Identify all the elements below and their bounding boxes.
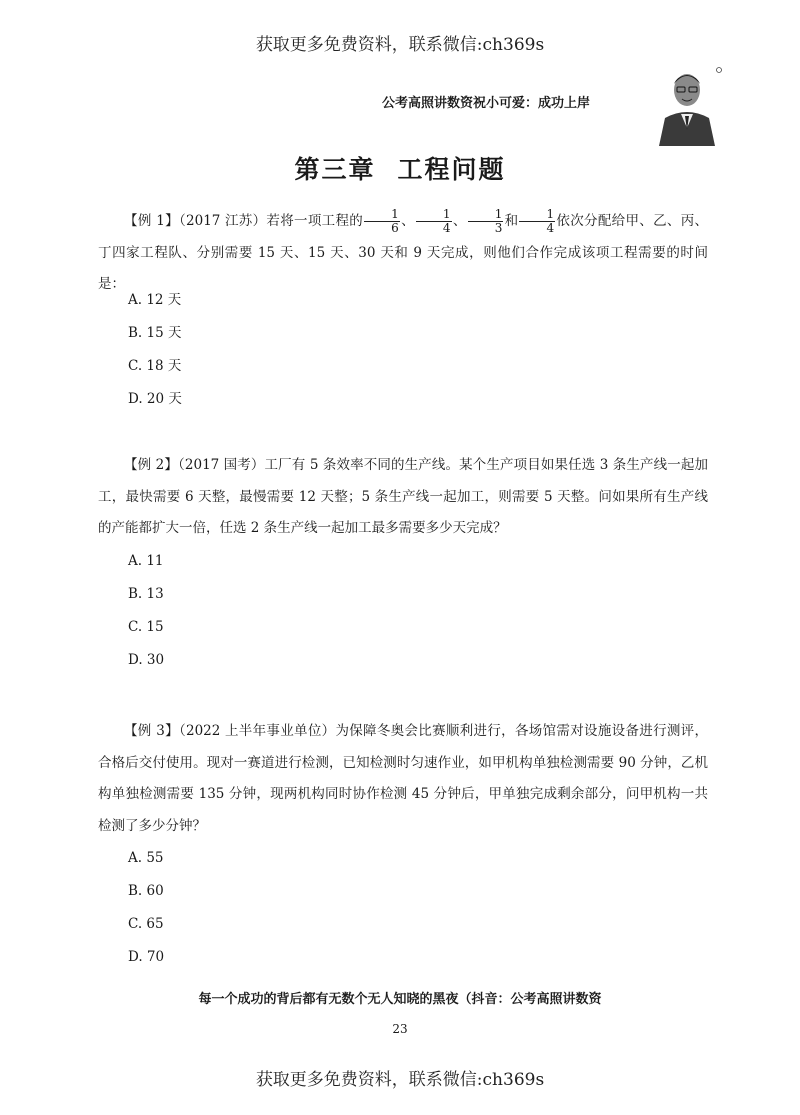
q1-text-start: 若将一项工程的 [266, 213, 364, 229]
q1-option-a: A. 12 天 [128, 292, 182, 308]
chapter-heading [0, 150, 800, 186]
q3-option-c: C. 65 [128, 916, 164, 932]
q2-option-c: C. 15 [128, 619, 164, 635]
q2-option-d: D. 30 [128, 652, 165, 668]
q2-source: （2017 国考） [178, 457, 265, 473]
question-3 [98, 716, 708, 842]
fraction-1-3: $\frac{1}{3}$ [468, 208, 504, 235]
q1-option-d: D. 20 天 [128, 391, 182, 407]
fraction-1-4: $\frac{1}{4}$ [416, 208, 452, 235]
author-photo [651, 66, 723, 146]
fraction-1-6: $\frac{1}{6}$ [364, 208, 400, 235]
fraction-1-4-second: $\frac{1}{4}$ [519, 208, 555, 235]
q3-option-a: A. 55 [128, 850, 164, 866]
q3-text: 为保障冬奥会比赛顺利进行，各场馆需对设施设备进行测评，合格后交付使用。现对一赛道进行检测，已知检测时匀速作业，如甲机构单独检测需要 90 分钟，乙机构单独检测需要 135 分钟，现两机构同时协作检测 45 分钟后，甲单独完成剩余部分，问甲机构一共检测了多少分钟？ [98, 723, 708, 834]
q3-option-b: B. 60 [128, 883, 164, 899]
chapter-title: 工程问题 [397, 155, 506, 184]
q2-text: 工厂有 5 条效率不同的生产线。某个生产项目如果任选 3 条生产线一起加工，最快需要 6 天整，最慢需要 12 天整；5 条生产线一起加工，则需要 5 天整。问如果所有生产线的产能都扩大一倍，任选 2 条生产线一起加工最多需要多少天完成？ [98, 457, 709, 536]
q1-text-end: 依次分配给甲、乙、丙、丁四家工程队、分别需要 15 天、15 天、30 天和 9 天完成，则他们合作完成该项工程需要的时间是： [98, 213, 709, 292]
q1-tag: 【例 1】 [124, 213, 179, 229]
q3-tag: 【例 3】 [124, 723, 179, 739]
q2-tag: 【例 2】 [124, 457, 179, 473]
q1-option-c: C. 18 天 [128, 358, 182, 374]
q2-option-a: A. 11 [128, 553, 164, 569]
q1-option-b: B. 15 天 [128, 325, 182, 341]
chapter-number: 第三章 [294, 155, 376, 184]
footer-slogan: 每一个成功的背后都有无数个无人知晓的黑夜（抖音：公考高照讲数资 [198, 992, 602, 1007]
q3-option-d: D. 70 [128, 949, 165, 965]
q3-source: （2022 上半年事业单位） [178, 723, 336, 739]
watermark-bottom: 获取更多免费资料，联系微信:ch369s [255, 1070, 545, 1090]
author-slogan: 公考高照讲数资祝小可爱：成功上岸 [381, 96, 590, 111]
watermark-top: 获取更多免费资料，联系微信:ch369s [255, 35, 545, 55]
q1-source: （2017 江苏） [178, 213, 267, 229]
question-2 [98, 450, 708, 545]
q2-option-b: B. 13 [128, 586, 164, 602]
page-number: 23 [392, 1022, 408, 1036]
question-1: 【例 1】（2017 江苏）若将一项工程的 $\frac{1}{6}$ 、 $\frac{1}{4}$ 、 $\frac{1}{3}$ 和 $\frac{1}{4}$ 依次分配给甲、乙、丙、丁四家工程队、分别需要 15 天、15 天、30 天和 9 天完成，则他们合作完成该项工程需要的时间是： [98, 206, 709, 292]
